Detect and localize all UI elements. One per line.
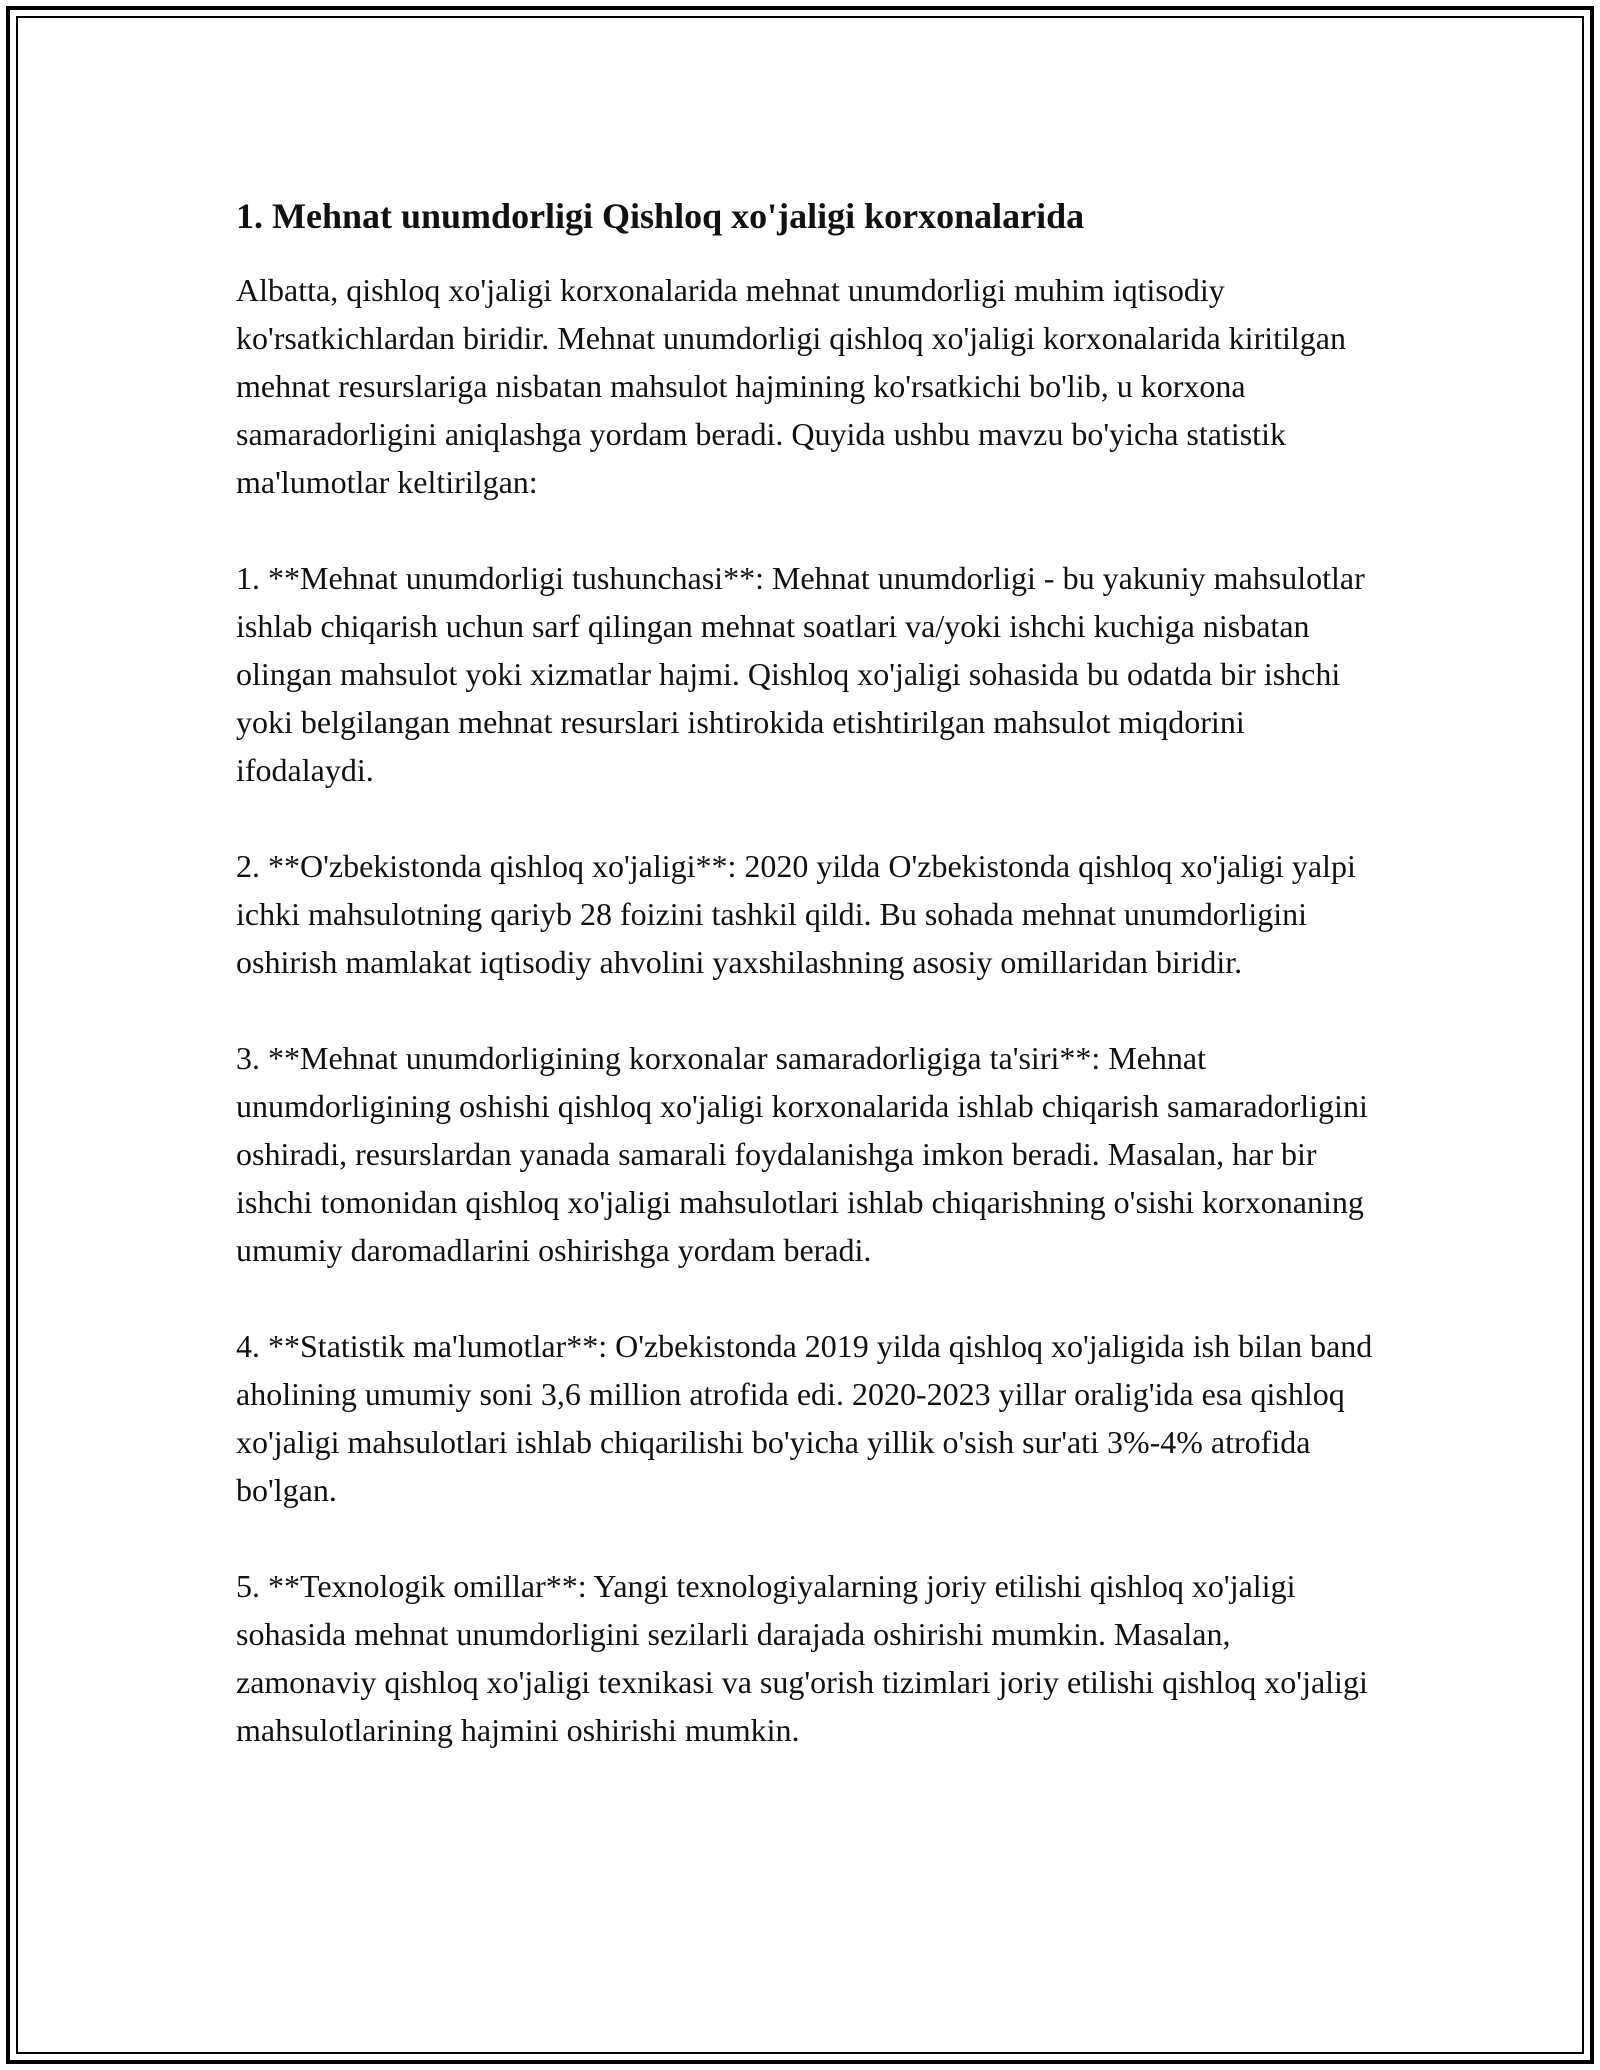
- paragraph-item-5: 5. **Texnologik omillar**: Yangi texnologiyalarning joriy etilishi qishloq xo'jaligi sohasida mehnat unumdorligini sezilarli darajada oshirishi mumkin. Masalan, zamonaviy qishloq xo'jaligi texnikasi va sug'orish tizimlari joriy etilishi qishloq xo'jaligi mahsulotlarining hajmini oshirishi mumkin.: [236, 1568, 1368, 1748]
- paragraph-item-1: 1. **Mehnat unumdorligi tushunchasi**: Mehnat unumdorligi - bu yakuniy mahsulotlar ishlab chiqarish uchun sarf qilingan mehnat soatlari va/yoki ishchi kuchiga nisbatan olingan mahsulot yoki xizmatlar hajmi. Qishloq xo'jaligi sohasida bu odatda bir ishchi yoki belgilangan mehnat resurslari ishtirokida etishtirilgan mahsulot miqdorini ifodalaydi.: [236, 560, 1365, 788]
- document-title: 1. Mehnat unumdorligi Qishloq xo'jaligi korxonalarida: [236, 196, 1085, 236]
- paragraph-item-3: 3. **Mehnat unumdorligining korxonalar samaradorligiga ta'siri**: Mehnat unumdorligining oshishi qishloq xo'jaligi korxonalarida ishlab chiqarish samaradorligini oshiradi, resurslardan yanada samarali foydalanishga imkon beradi. Masalan, har bir ishchi tomonidan qishloq xo'jaligi mahsulotlari ishlab chiqarishning o'sishi korxonaning umumiy daromadlarini oshirishga yordam beradi.: [236, 1040, 1368, 1268]
- document-body: [236, 190, 1376, 1802]
- paragraph-item-4: 4. **Statistik ma'lumotlar**: O'zbekistonda 2019 yilda qishloq xo'jaligida ish bilan band aholining umumiy soni 3,6 million atrofida edi. 2020-2023 yillar oralig'ida esa qishloq xo'jaligi mahsulotlari ishlab chiqarilishi bo'yicha yillik o'sish sur'ati 3%-4% atrofida bo'lgan.: [236, 1328, 1373, 1508]
- intro-paragraph: Albatta, qishloq xo'jaligi korxonalarida mehnat unumdorligi muhim iqtisodiy ko'rsatkichlardan biridir. Mehnat unumdorligi qishloq xo'jaligi korxonalarida kiritilgan mehnat resurslariga nisbatan mahsulot hajmining ko'rsatkichi bo'lib, u korxona samaradorligini aniqlashga yordam beradi. Quyida ushbu mavzu bo'yicha statistik ma'lumotlar keltirilgan:: [236, 272, 1346, 500]
- paragraph-item-2: 2. **O'zbekistonda qishloq xo'jaligi**: 2020 yilda O'zbekistonda qishloq xo'jaligi yalpi ichki mahsulotning qariyb 28 foizini tashkil qildi. Bu sohada mehnat unumdorligini oshirish mamlakat iqtisodiy ahvolini yaxshilashning asosiy omillaridan biridir.: [236, 848, 1356, 980]
